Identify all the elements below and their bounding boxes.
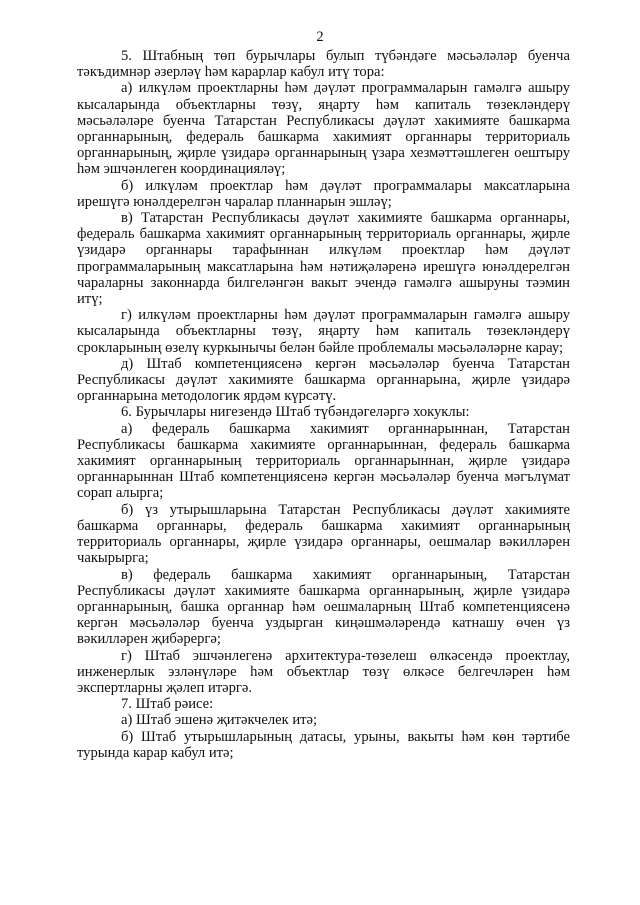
paragraph-5v: в) Татарстан Республикасы дәүләт хакимияте башкарма органнары, федераль башкарма хакимият органнарының территориаль органнары, җирле үзидарә органнары тарафыннан илкүләм проектлар һәм дәүләт программаларының максатларына һәм нәтиҗәләренә ирешүгә юнәлдерелгән чараларны законнарда билгеләнгән вакыт эчендә гамәлгә ашыруны тәэмин итү; bbox=[77, 210, 570, 308]
paragraph-7b: б) Штаб утырышларының датасы, урыны, вакыты һәм көн тәртибе турында карар кабул итә; bbox=[77, 728, 570, 761]
paragraph-5d: д) Штаб компетенциясенә кергән мәсьәләләр буенча Татарстан Республикасы дәүләт хакимияте башкарма органнарына, җирле үзидарә органнарына методологик ярдәм күрсәтү. bbox=[77, 355, 570, 405]
paragraph-5g: г) илкүләм проектларны һәм дәүләт программаларын гамәлгә ашыру кысаларында объектларны төзү, яңарту һәм капиталь төзекләндерү срокларының өзелү куркынычы белән бәйле проблемалы мәсьәләләрне карау; bbox=[77, 307, 570, 356]
paragraph-6a: а) федераль башкарма хакимият органнарыннан, Татарстан Республикасы башкарма хакимияте органнарыннан, федераль башкарма хакимият органнарының территориаль органнарыннан, җирле үзидарә органнарыннан Штаб компетенциясенә кергән мәсьәләләр буенча мәгълүмат сорап алырга; bbox=[77, 420, 570, 502]
document-body bbox=[77, 48, 570, 761]
paragraph-5a: а) илкүләм проектларны һәм дәүләт программаларын гамәлгә ашыру кысаларында объектларны төзү, яңарту һәм капиталь төзекләндерү мәсьәләләре буенча Татарстан Республикасы дәүләт хакимияте башкарма органнарының, федераль башкарма хакимият органнары территориаль органнарының, җирле үзидарә органнарының үзара хезмәттәшлеген оештыру һәм эшчәнлеген координацияләү; bbox=[77, 80, 570, 178]
paragraph-7a: а) Штаб эшенә җитәкчелек итә; bbox=[121, 712, 318, 729]
paragraph-5b: б) илкүләм проектлар һәм дәүләт программалары максатларына ирешүгә юнәлдерелгән чаралар планнарын эшләү; bbox=[77, 177, 570, 210]
paragraph-6b: б) үз утырышларына Татарстан Республикасы дәүләт хакимияте башкарма органнары, федераль башкарма хакимият органнарының территориаль органнары, җирле үзидарә органнары, оешмалар вәкилләрен чакырырга; bbox=[77, 501, 570, 567]
paragraph-6g: г) Штаб эшчәнлегенә архитектура-төзелеш өлкәсендә проектлау, инженерлык эзләнүләре һәм объектлар төзү өлкәсе белгечләрен һәм экспертларны җәлеп итәргә. bbox=[77, 647, 570, 696]
paragraph-6v: в) федераль башкарма хакимият органнарының, Татарстан Республикасы дәүләт хакимияте башкарма органнарының, җирле үзидарә органнарының, башка органнар һәм оешмаларның Штаб компетенциясенә кергән мәсьәләләр буенча уздырган киңәшмәләрендә катнашу өчен үз вәкилләрен җибәрергә; bbox=[77, 566, 570, 648]
page-number: 2 bbox=[316, 29, 324, 45]
paragraph-6: 6. Бурычлары нигезендә Штаб түбәндәгеләргә хокуклы: bbox=[121, 404, 470, 421]
paragraph-5: 5. Штабның төп бурычлары булып түбәндәге мәсьәләләр буенча тәкъдимнәр әзерләү һәм карарлар кабул итү тора: bbox=[77, 48, 570, 81]
paragraph-7: 7. Штаб рәисе: bbox=[121, 696, 214, 713]
